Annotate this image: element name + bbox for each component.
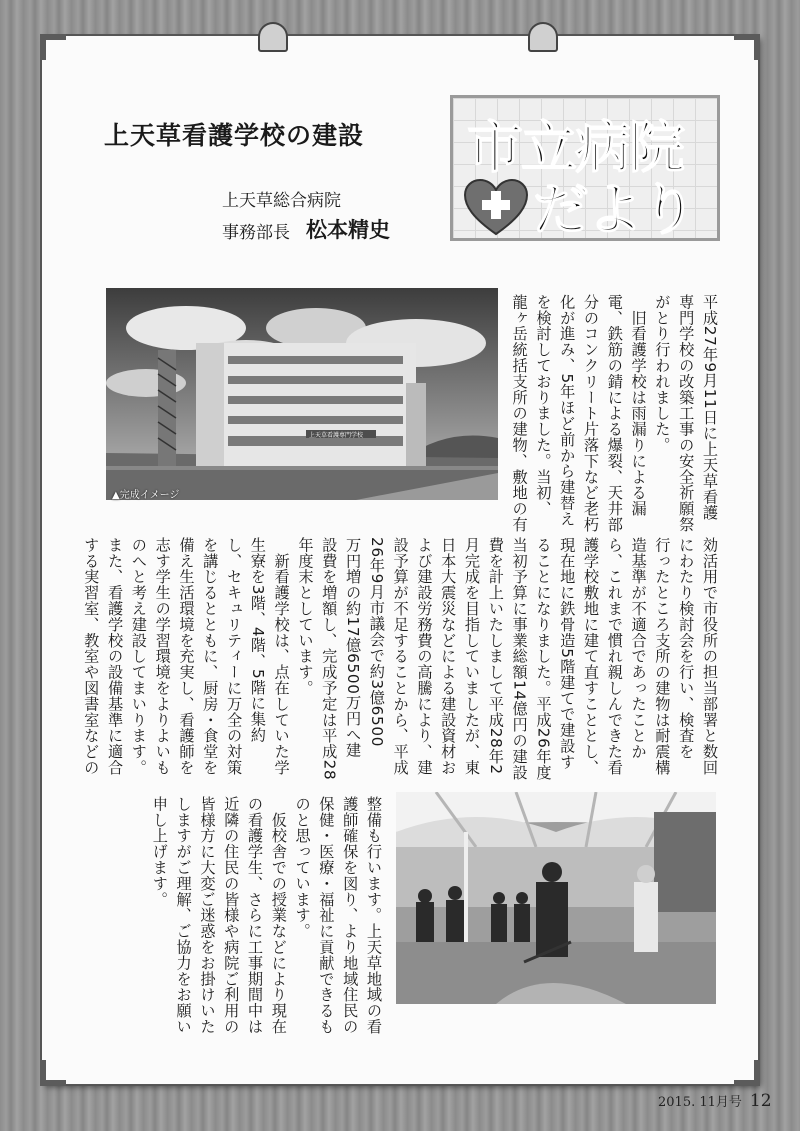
- text-line: 仮校舎での授業などにより現在: [269, 796, 288, 1035]
- body-text-block1: [503, 294, 721, 533]
- text-line: ることになりました。平成26年度: [534, 537, 553, 781]
- text-line: を検討しておりました。当初、: [534, 294, 553, 517]
- text-line: 生寮を3階、4階、5階に集約: [248, 537, 267, 743]
- text-line: 月完成を目指していましたが、東: [463, 537, 482, 776]
- logo-line2: だより: [533, 178, 695, 243]
- corner-bracket: [734, 34, 760, 60]
- text-line: 志す学生の学習環境をよりよいも: [153, 537, 172, 776]
- text-line: 当初予算に事業総額14億円の建設: [510, 537, 529, 781]
- text-line: 効活用で市役所の担当部署と数回: [701, 537, 719, 776]
- page-footer: [658, 1091, 772, 1111]
- text-line: 専門学校の改築工事の安全祈願祭: [677, 294, 696, 533]
- text-line: 旧看護学校は雨漏りによる漏: [629, 294, 648, 517]
- newsletter-logo: [450, 95, 720, 241]
- text-line: する実習室、教室や図書室などの: [82, 537, 101, 776]
- issue-date: 2015. 11月号: [658, 1095, 742, 1110]
- text-line: 万円増の約17億6500万円へ建: [344, 537, 363, 759]
- author-name: 松本精史: [306, 218, 390, 242]
- text-line: のへと考え建設してまいります。: [129, 537, 148, 776]
- text-line: のと思っています。: [293, 796, 312, 940]
- corner-bracket: [734, 1060, 760, 1086]
- building-sign: 上天草看護専門学校: [309, 432, 364, 439]
- binder-clip-icon: [528, 22, 558, 52]
- article-title: 上天草看護学校の建設: [104, 121, 365, 150]
- text-line: の看護学生、さらに工事期間中は: [246, 796, 265, 1035]
- text-line: 日本大震災などによる建設資材お: [439, 537, 458, 776]
- corner-bracket: [40, 1060, 66, 1086]
- text-line: 備え生活環境を充実し、看護師を: [177, 537, 196, 776]
- text-line: 護師確保を図り、より地域住民の: [341, 796, 360, 1035]
- text-line: 造基準が不適合であったことか: [629, 537, 648, 760]
- page-number: 12: [749, 1091, 772, 1111]
- author-position: 事務部長: [222, 223, 290, 243]
- binder-clip-icon: [258, 22, 288, 52]
- text-line: 行ったところ支所の建物は耐震構: [653, 537, 672, 776]
- text-line: また、看護学校の設備基準に適合: [106, 537, 125, 776]
- text-line: 電、鉄筋の錆による爆裂、天井部: [605, 294, 624, 533]
- text-line: 平成27年9月11日に上天草看護: [701, 294, 719, 521]
- text-line: 整備も行います。上天草地域の看: [365, 796, 383, 1035]
- text-line: 現在地に鉄骨造5階建てで建設す: [558, 537, 577, 770]
- text-line: 申し上げます。: [150, 796, 169, 908]
- text-line: がとり行われました。: [653, 294, 672, 453]
- logo-line1: 市立病院: [467, 116, 683, 181]
- text-line: しますがご理解、ご協力をお願い: [174, 796, 193, 1035]
- body-text-block2: [82, 537, 721, 781]
- text-line: よび建設労務費の高騰により、建: [415, 537, 434, 776]
- text-line: 近隣の住民の皆様や病院ご利用の: [222, 796, 241, 1035]
- building-photo: [106, 288, 498, 500]
- text-line: 設予算が不足することから、平成: [391, 537, 410, 776]
- text-line: 皆様方に大変ご迷惑をお掛けいた: [198, 796, 217, 1035]
- text-line: 年度末としています。: [296, 537, 315, 696]
- text-line: 26年9月市議会で約3億6500: [367, 537, 386, 748]
- text-line: 化が進み、5年ほど前から建替え: [558, 294, 577, 527]
- groundbreaking-photo: [396, 792, 716, 1004]
- text-line: 保健・医療・福祉に貢献できるも: [317, 796, 336, 1035]
- text-line: ら、これまで慣れ親しんできた看: [605, 537, 624, 776]
- text-line: を講じるとともに、厨房・食堂を: [201, 537, 220, 776]
- text-line: 龍ヶ岳統括支所の建物、敷地の有: [510, 294, 529, 533]
- heart-cross-icon: [463, 178, 529, 236]
- text-line: にわたり検討会を行い、検査を: [677, 537, 696, 760]
- body-text-block3: [95, 796, 385, 1035]
- building-caption: ▲完成イメージ: [112, 490, 180, 501]
- text-line: 分のコンクリート片落下など老朽: [582, 294, 601, 533]
- corner-bracket: [40, 34, 66, 60]
- author-hospital: 上天草総合病院: [222, 191, 341, 211]
- text-line: し、セキュリティーに万全の対策: [225, 537, 244, 776]
- text-line: 設費を増額し、完成予定は平成28: [320, 537, 339, 781]
- text-line: 護学校敷地に建て直すこととし、: [582, 537, 601, 776]
- text-line: 費を計上いたしまして平成28年2: [486, 537, 505, 775]
- text-line: 新看護学校は、点在していた学: [272, 537, 291, 776]
